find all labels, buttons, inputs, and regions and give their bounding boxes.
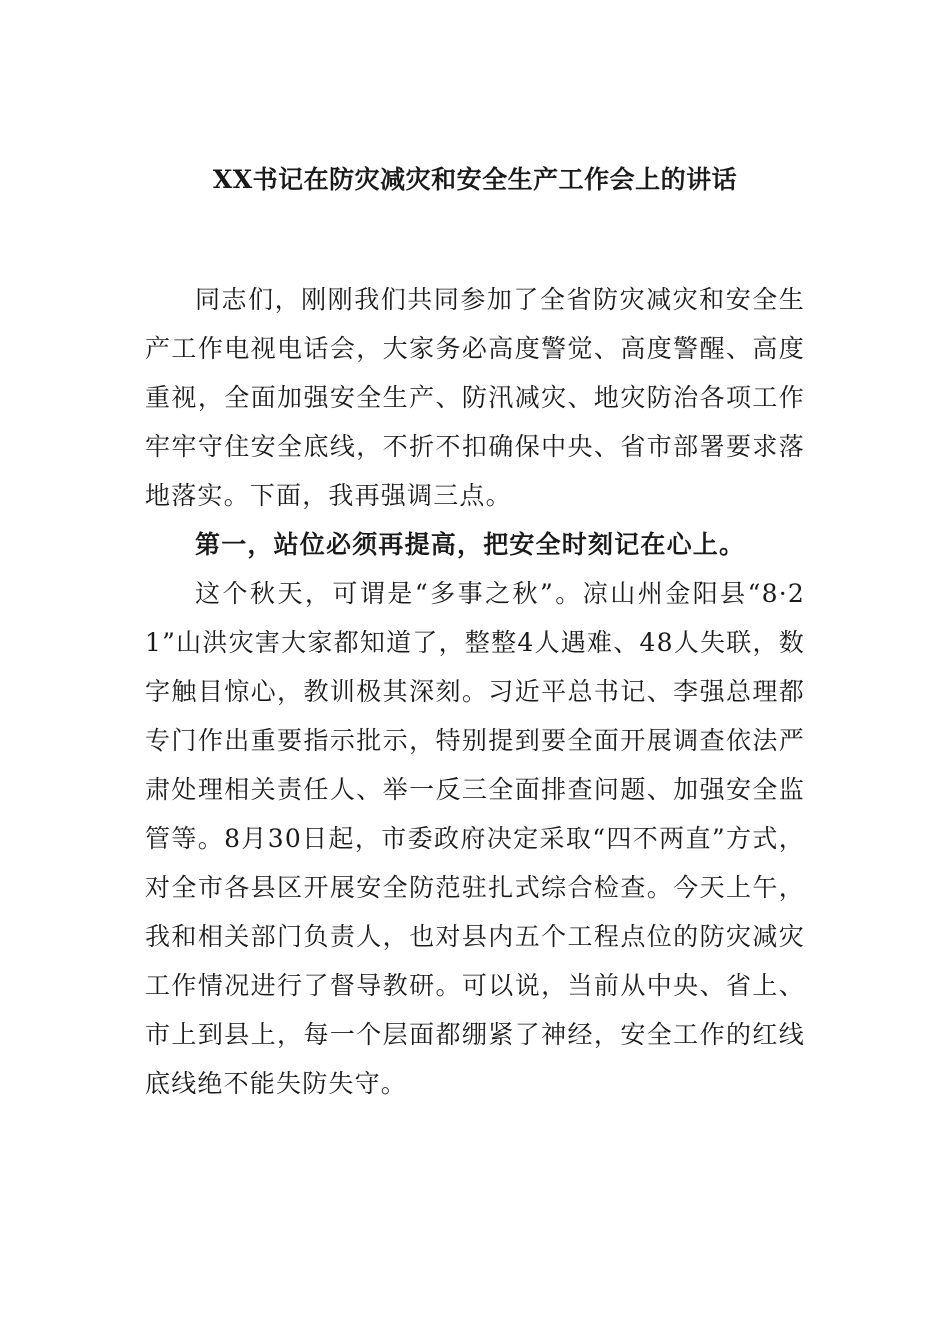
document-title: XX书记在防灾减灾和安全生产工作会上的讲话 [212,165,738,194]
document-body [145,275,805,1108]
section-paragraph: 这个秋天，可谓是“多事之秋”。凉山州金阳县“8·21”山洪灾害大家都知道了，整整4人遇难、48人失联，数字触目惊心，教训极其深刻。习近平总书记、李强总理都专门作出重要指示批示，特别提到要全面开展调查依法严肃处理相关责任人、举一反三全面排查问题、加强安全监管等。8月30日起，市委政府决定采取“四不两直”方式，对全市各县区开展安全防范驻扎式综合检查。今天上午，我和相关部门负责人，也对县内五个工程点位的防灾减灾工作情况进行了督导教研。可以说，当前从中央、省上、市上到县上，每一个层面都绷紧了神经，安全工作的红线底线绝不能失防失守。 [145,579,805,1098]
section-heading-first: 第一，站位必须再提高，把安全时刻记在心上。 [195,530,746,559]
intro-paragraph: 同志们，刚刚我们共同参加了全省防灾减灾和安全生产工作电视电话会，大家务必高度警觉、高度警醒、高度重视，全面加强安全生产、防汛减灾、地灾防治各项工作牢牢守住安全底线，不折不扣确保中央、省市部署要求落地落实。下面，我再强调三点。 [145,285,805,510]
